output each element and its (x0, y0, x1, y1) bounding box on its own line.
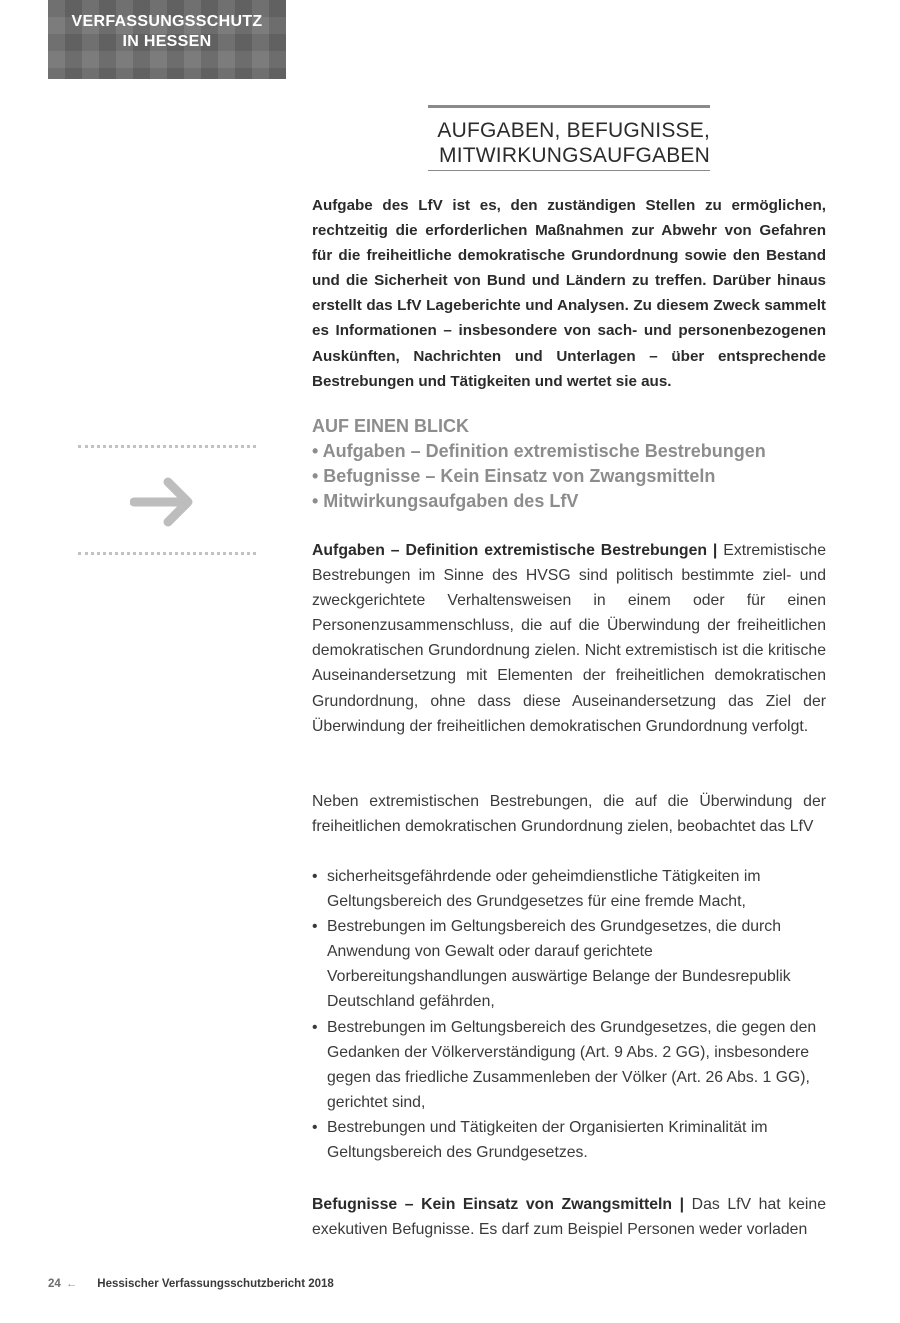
page-title (428, 105, 710, 171)
arrow-left-icon: ← (65, 1278, 78, 1290)
list-item-text: sicherheitsgefährdende oder geheimdienstliche Tätigkeiten im Geltungsbereich des Grundgesetzes für eine fremde Macht, (327, 868, 761, 911)
footer-title: Hessischer Verfassungsschutzbericht 2018 (97, 1278, 334, 1290)
at-a-glance-list (312, 439, 832, 514)
list-item (312, 1015, 826, 1115)
dotted-divider-bottom (78, 552, 256, 555)
list-item (312, 1115, 826, 1165)
bullet-mark: • (312, 918, 318, 936)
section-befugnisse-lead: Befugnisse – Kein Einsatz von Zwangsmitteln | (312, 1196, 685, 1213)
list-item-text: Bestrebungen im Geltungsbereich des Grundgesetzes, die durch Anwendung von Gewalt oder darauf gerichtete Vorbereitungshandlungen auswärtige Belange der Bundesrepublik Deutschland gefährden, (327, 918, 791, 1011)
observation-bullet-list (312, 864, 826, 1165)
section-befugnisse-text: Das LfV hat keine exekutiven Befugnisse. Es darf zum Beispiel Personen weder vorladen (312, 1196, 826, 1239)
bullet-mark: • (312, 1118, 318, 1136)
list-item (312, 914, 826, 1014)
page-number: 24 (48, 1278, 61, 1290)
section-aufgaben-paragraph (312, 538, 826, 739)
section-aufgaben-lead: Aufgaben – Definition extremistische Bestrebungen | (312, 542, 718, 559)
dotted-divider-top (78, 445, 256, 448)
at-a-glance-heading: AUF EINEN BLICK (312, 416, 469, 436)
bullet-mark: • (312, 1018, 318, 1036)
at-a-glance-item: • Befugnisse – Kein Einsatz von Zwangsmitteln (312, 466, 716, 486)
bullet-mark: • (312, 868, 318, 885)
header-banner (48, 0, 286, 79)
header-line-1: VERFASSUNGSSCHUTZ (71, 12, 263, 30)
header-line-2: IN HESSEN (122, 32, 212, 50)
title-line-1: AUFGABEN, BEFUGNISSE, (437, 119, 710, 142)
section-befugnisse-paragraph (312, 1192, 826, 1242)
page-footer (48, 1278, 334, 1290)
section-aufgaben-text: Extremistische Bestrebungen im Sinne des HVSG sind politisch bestimmte ziel- und zweckgerichtete Verhaltensweisen in einem oder für einen Personenzusammenschluss, die auf die Überwindung der freiheitlichen demokratischen Grundordnung zielen. Nicht extremistisch ist die kritische Auseinandersetzung mit Elementen der freiheitlichen demokratischen Grundordnung, ohne dass diese Auseinandersetzung das Ziel der Überwindung der freiheitlichen demokratischen Grundordnung verfolgt. (312, 542, 826, 735)
section-observation-intro: Neben extremistischen Bestrebungen, die auf die Überwindung der freiheitlichen demokratischen Grundordnung zielen, beobachtet das LfV (312, 793, 826, 836)
list-item (312, 864, 826, 914)
list-item-text: Bestrebungen und Tätigkeiten der Organisierten Kriminalität im Geltungsbereich des Grundgesetzes. (327, 1118, 768, 1162)
list-item-text: Bestrebungen im Geltungsbereich des Grundgesetzes, die gegen den Gedanken der Völkerverständigung (Art. 9 Abs. 2 GG), insbesondere gegen das friedliche Zusammenleben der Völker (Art. 26 Abs. 1 GG), gerichtet sind, (327, 1018, 817, 1111)
title-line-2: MITWIRKUNGSAUFGABEN (439, 144, 710, 167)
at-a-glance-item: • Aufgaben – Definition extremistische Bestrebungen (312, 441, 766, 461)
intro-paragraph: Aufgabe des LfV ist es, den zuständigen Stellen zu ermöglichen, rechtzeitig die erforderlichen Maßnahmen zur Abwehr von Gefahren für die freiheitliche demokratische Grundordnung sowie den Bestand und die Sicherheit von Bund und Ländern zu treffen. Darüber hinaus erstellt das LfV Lageberichte und Analysen. Zu diesem Zweck sammelt es Informationen – insbesondere von sach- und personenbezogenen Auskünften, Nachrichten und Unterlagen – über entsprechende Bestrebungen und Tätigkeiten und wertet sie aus. (312, 197, 826, 390)
arrow-right-icon (130, 475, 196, 529)
at-a-glance-item: • Mitwirkungsaufgaben des LfV (312, 491, 579, 511)
